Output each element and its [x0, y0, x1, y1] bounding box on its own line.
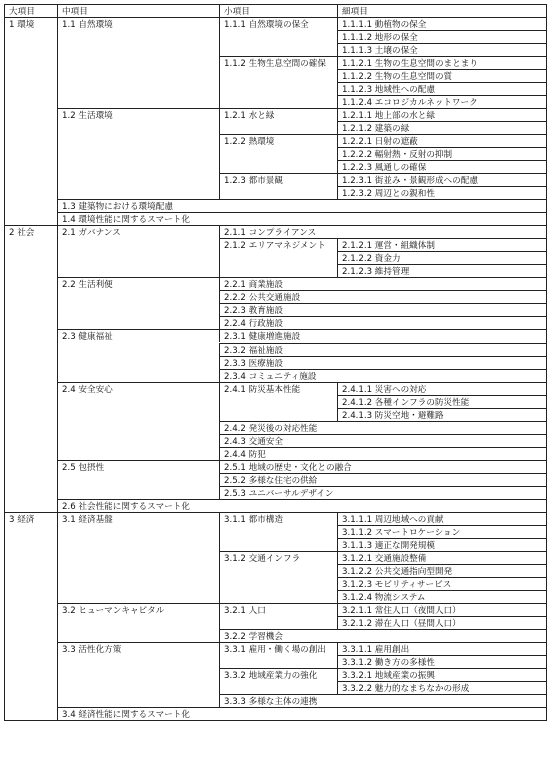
minor-item: 2.3.4 コミュニティ施設 [219, 369, 547, 382]
header-detail: 細項目 [337, 4, 547, 17]
minor-item: 2.2.1 商業施設 [219, 277, 547, 290]
minor-item: 1.1.1 自然環境の保全 [219, 17, 337, 56]
middle-item: 1.1 自然環境 [57, 17, 219, 108]
minor-item: 3.3.3 多様な主体の連携 [219, 694, 547, 707]
minor-item: 2.4.4 防犯 [219, 447, 547, 460]
middle-item: 3.1 経済基盤 [57, 512, 219, 603]
detail-item: 3.1.2.2 公共交通指向型開発 [337, 564, 547, 577]
detail-item: 1.1.1.1 動植物の保全 [337, 17, 547, 30]
detail-item: 1.1.2.4 エコロジカルネットワーク [337, 95, 547, 108]
detail-item: 1.2.2.2 輻射熱・反射の抑制 [337, 147, 547, 160]
detail-item: 3.1.1.2 スマートロケーション [337, 525, 547, 538]
detail-item: 3.2.1.1 常住人口（夜間人口） [337, 603, 547, 616]
middle-item: 2.6 社会性能に関するスマート化 [57, 499, 547, 512]
middle-item: 3.4 経済性能に関するスマート化 [57, 707, 547, 720]
major-item: 2 社会 [4, 225, 57, 511]
middle-item: 1.3 建築物における環境配慮 [57, 199, 547, 212]
middle-item: 2.4 安全安心 [57, 382, 219, 460]
detail-item: 3.1.2.4 物流システム [337, 590, 547, 603]
major-item: 1 環境 [4, 17, 57, 225]
detail-item: 3.1.2.3 モビリティサービス [337, 577, 547, 590]
detail-item: 3.3.1.1 雇用創出 [337, 642, 547, 655]
minor-item: 3.3.2 地域産業力の強化 [219, 668, 337, 694]
header-minor: 小項目 [219, 4, 337, 17]
detail-item: 3.1.2.1 交通施設整備 [337, 551, 547, 564]
detail-item: 2.1.2.3 維持管理 [337, 264, 547, 277]
evaluation-items-table [4, 4, 547, 778]
middle-item: 2.1 ガバナンス [57, 225, 219, 277]
detail-item: 1.2.3.1 街並み・景観形成への配慮 [337, 173, 547, 186]
minor-item: 3.2.1 人口 [219, 603, 337, 629]
detail-item: 3.3.2.2 魅力的なまちなかの形成 [337, 681, 547, 694]
minor-item: 2.3.1 健康増進施設 [219, 329, 547, 342]
middle-item: 2.2 生活利便 [57, 277, 219, 329]
header-middle: 中項目 [57, 4, 219, 17]
middle-item: 3.3 活性化方策 [57, 642, 219, 707]
middle-item: 2.3 健康福祉 [57, 329, 219, 381]
detail-item: 3.3.1.2 働き方の多様性 [337, 655, 547, 668]
minor-item: 1.2.3 都市景観 [219, 173, 337, 199]
minor-item: 3.1.2 交通インフラ [219, 551, 337, 603]
minor-item: 2.5.2 多様な住宅の供給 [219, 473, 547, 486]
middle-item: 1.4 環境性能に関するスマート化 [57, 212, 547, 225]
detail-item: 1.2.2.1 日射の遮蔽 [337, 134, 547, 147]
detail-item: 1.2.1.2 建築の緑 [337, 121, 547, 134]
detail-item: 1.1.1.2 地形の保全 [337, 30, 547, 43]
middle-item: 3.2 ヒューマンキャピタル [57, 603, 219, 642]
minor-item: 3.2.2 学習機会 [219, 629, 547, 642]
middle-item: 2.5 包摂性 [57, 460, 219, 499]
detail-item: 2.4.1.1 災害への対応 [337, 382, 547, 395]
minor-item: 2.4.1 防災基本性能 [219, 382, 337, 421]
minor-item: 3.1.1 都市構造 [219, 512, 337, 551]
minor-item: 2.3.3 医療施設 [219, 356, 547, 369]
detail-item: 3.1.1.3 適正な開発規模 [337, 538, 547, 551]
detail-item: 1.1.2.3 地域性への配慮 [337, 82, 547, 95]
minor-item: 3.3.1 雇用・働く場の創出 [219, 642, 337, 668]
detail-item: 3.1.1.1 周辺地域への貢献 [337, 512, 547, 525]
minor-item: 2.2.4 行政施設 [219, 316, 547, 329]
minor-item: 2.1.1 コンプライアンス [219, 225, 547, 238]
detail-item: 1.1.1.3 土壌の保全 [337, 43, 547, 56]
middle-item: 1.2 生活環境 [57, 108, 219, 199]
major-item: 3 経済 [4, 512, 57, 720]
detail-item: 1.1.2.2 生物の生息空間の質 [337, 69, 547, 82]
header-major: 大項目 [4, 4, 57, 17]
minor-item: 2.3.2 福祉施設 [219, 343, 547, 356]
detail-item: 2.4.1.2 各種インフラの防災性能 [337, 395, 547, 408]
detail-item: 2.4.1.3 防災空地・避難路 [337, 408, 547, 421]
detail-item: 1.1.2.1 生物の生息空間のまとまり [337, 56, 547, 69]
minor-item: 2.2.3 教育施設 [219, 303, 547, 316]
detail-item: 1.2.2.3 風通しの確保 [337, 160, 547, 173]
detail-item: 1.2.1.1 地上部の水と緑 [337, 108, 547, 121]
minor-item: 2.4.2 発災後の対応性能 [219, 421, 547, 434]
detail-item: 3.3.2.1 地域産業の振興 [337, 668, 547, 681]
detail-item: 3.2.1.2 滞在人口（昼間人口） [337, 616, 547, 629]
minor-item: 2.2.2 公共交通施設 [219, 290, 547, 303]
minor-item: 2.5.1 地域の歴史・文化との融合 [219, 460, 547, 473]
detail-item: 2.1.2.1 運営・組織体制 [337, 238, 547, 251]
detail-item: 2.1.2.2 資金力 [337, 251, 547, 264]
minor-item: 1.2.2 熱環境 [219, 134, 337, 173]
minor-item: 1.2.1 水と緑 [219, 108, 337, 134]
detail-item: 1.2.3.2 周辺との親和性 [337, 186, 547, 199]
minor-item: 2.1.2 エリアマネジメント [219, 238, 337, 277]
minor-item: 1.1.2 生物生息空間の確保 [219, 56, 337, 108]
minor-item: 2.5.3 ユニバーサルデザイン [219, 486, 547, 499]
minor-item: 2.4.3 交通安全 [219, 434, 547, 447]
